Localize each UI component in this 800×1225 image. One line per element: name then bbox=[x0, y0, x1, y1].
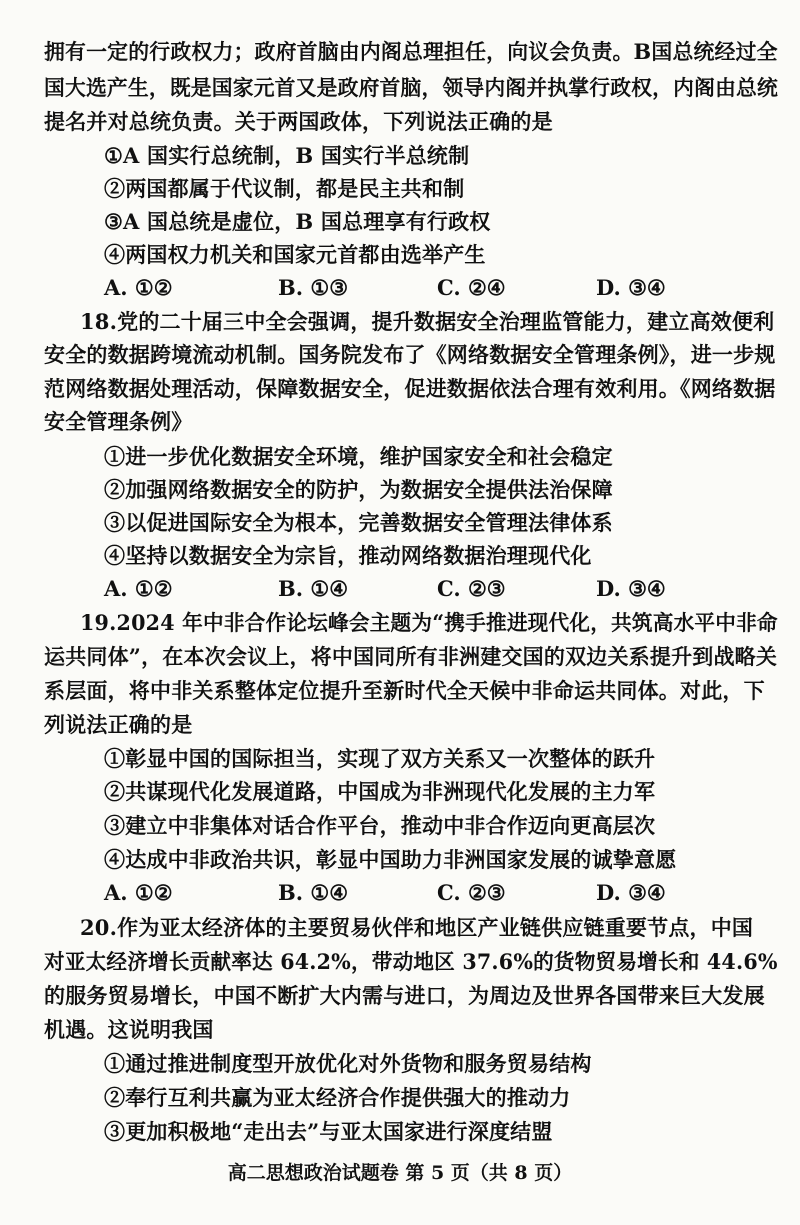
q18-option-3: ③以促进国际安全为根本，完善数据安全管理法律体系 bbox=[104, 510, 613, 535]
q19-option-1: ①彰显中国的国际担当，实现了双方关系又一次整体的跃升 bbox=[104, 746, 656, 771]
q20-stem-line-1: 20.作为亚太经济体的主要贸易伙伴和地区产业链供应链重要节点，中国 bbox=[80, 915, 754, 940]
q18-choice-d: D. ③④ bbox=[596, 576, 666, 601]
q19-option-2: ②共谋现代化发展道路，中国成为非洲现代化发展的主力军 bbox=[104, 779, 656, 804]
q18-option-4: ④坚持以数据安全为宗旨，推动网络数据治理现代化 bbox=[104, 543, 592, 568]
q17-stem-line-2: 国大选产生，既是国家元首又是政府首脑，领导内阁并执掌行政权，内阁由总统 bbox=[44, 75, 778, 100]
q19-stem-line-4: 列说法正确的是 bbox=[44, 712, 193, 737]
q17-stem-line-1: 拥有一定的行政权力；政府首脑由内阁总理担任，向议会负责。B国总统经过全 bbox=[44, 39, 778, 64]
q19-choice-a: A. ①② bbox=[104, 880, 173, 905]
q17-choice-c: C. ②④ bbox=[437, 275, 506, 300]
q20-stem-line-4: 机遇。这说明我国 bbox=[44, 1017, 214, 1042]
q18-stem-line-4: 安全管理条例》 bbox=[44, 409, 193, 434]
q18-stem-line-2: 安全的数据跨境流动机制。国务院发布了《网络数据安全管理条例》，进一步规 bbox=[44, 342, 776, 367]
q17-choice-b: B. ①③ bbox=[278, 275, 349, 300]
page-footer: 高二思想政治试题卷 第 5 页（共 8 页） bbox=[227, 1162, 573, 1184]
q17-choice-a: A. ①② bbox=[104, 275, 173, 300]
q18-choice-c: C. ②③ bbox=[437, 576, 506, 601]
q19-option-3: ③建立中非集体对话合作平台，推动中非合作迈向更高层次 bbox=[104, 813, 656, 838]
q19-stem-line-3: 系层面，将中非关系整体定位提升至新时代全天候中非命运共同体。对此，下 bbox=[44, 678, 765, 703]
q18-option-2: ②加强网络数据安全的防护，为数据安全提供法治保障 bbox=[104, 477, 613, 502]
q17-stem-line-3: 提名并对总统负责。关于两国政体，下列说法正确的是 bbox=[44, 109, 553, 134]
q18-stem-line-3: 范网络数据处理活动，保障数据安全，促进数据依法合理有效利用。《网络数据 bbox=[44, 376, 776, 401]
q19-choice-b: B. ①④ bbox=[278, 880, 349, 905]
q19-choice-d: D. ③④ bbox=[596, 880, 666, 905]
q17-option-1: ①A 国实行总统制，B 国实行半总统制 bbox=[104, 143, 470, 168]
q19-choice-c: C. ②③ bbox=[437, 880, 506, 905]
q19-option-4: ④达成中非政治共识，彰显中国助力非洲国家发展的诚挚意愿 bbox=[104, 847, 677, 872]
q18-stem-line-1: 18.党的二十届三中全会强调，提升数据安全治理监管能力，建立高效便利 bbox=[80, 309, 775, 334]
q17-option-4: ④两国权力机关和国家元首都由选举产生 bbox=[104, 242, 486, 267]
q20-stem-line-3: 的服务贸易增长，中国不断扩大内需与进口，为周边及世界各国带来巨大发展 bbox=[44, 983, 765, 1008]
q19-stem-line-1: 19.2024 年中非合作论坛峰会主题为“携手推进现代化，共筑高水平中非命 bbox=[80, 610, 778, 635]
q20-option-1: ①通过推进制度型开放优化对外货物和服务贸易结构 bbox=[104, 1051, 592, 1076]
q20-option-3: ③更加积极地“走出去”与亚太国家进行深度结盟 bbox=[104, 1119, 553, 1144]
q20-option-2: ②奉行互利共赢为亚太经济合作提供强大的推动力 bbox=[104, 1085, 571, 1110]
q19-stem-line-2: 运共同体”，在本次会议上，将中国同所有非洲建交国的双边关系提升到战略关 bbox=[44, 644, 778, 669]
q17-option-2: ②两国都属于代议制，都是民主共和制 bbox=[104, 176, 465, 201]
q17-option-3: ③A 国总统是虚位，B 国总理享有行政权 bbox=[104, 209, 491, 234]
q18-option-1: ①进一步优化数据安全环境，维护国家安全和社会稳定 bbox=[104, 444, 613, 469]
q18-choice-a: A. ①② bbox=[104, 576, 173, 601]
q18-choice-b: B. ①④ bbox=[278, 576, 349, 601]
q17-choice-d: D. ③④ bbox=[596, 275, 666, 300]
q20-stem-line-2: 对亚太经济增长贡献率达 64.2%，带动地区 37.6%的货物贸易增长和 44.6% bbox=[44, 949, 778, 974]
